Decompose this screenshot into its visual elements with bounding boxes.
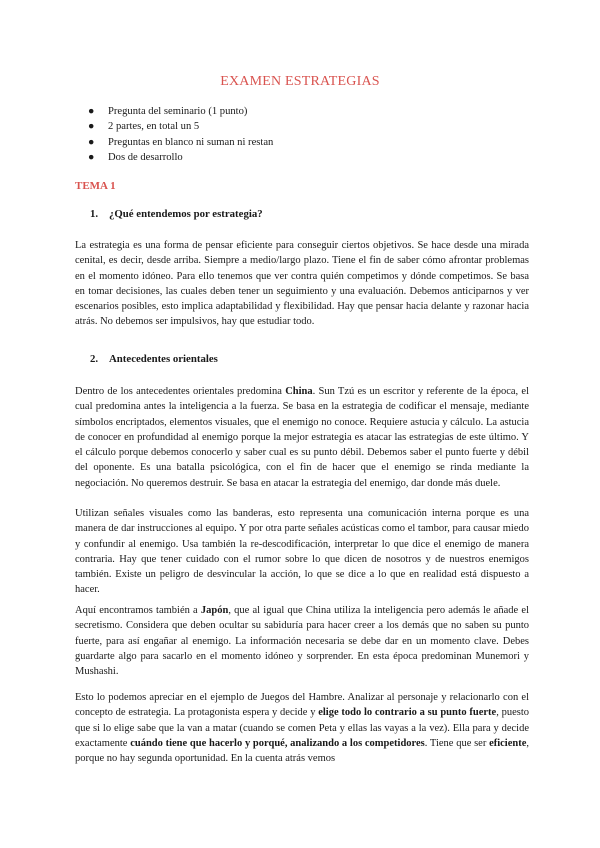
list-item: ● Dos de desarrollo [88, 150, 273, 165]
paragraph: Aquí encontramos también a Japón, que al igual que China utiliza la inteligencia pero además le añade el secretismo. Considera que deben ocultar su sabiduría para hacer creer a los demás que no saben su punto fuerte, para así engañar al enemigo. La información necesaria se debe dar en un momento clave. Debes guardarte algo para sacarlo en el momento idóneo y sorprender. En esta época predominan Munemori y Mushashi. [75, 605, 529, 678]
bullet-icon: ● [88, 136, 95, 148]
bullet-icon: ● [88, 121, 95, 133]
paragraph: La estrategia es una forma de pensar eficiente para conseguir ciertos objetivos. Se hace desde una mirada cenital, es decir, desde arriba. Siempre a medio/largo plazo. Tiene el fin de saber cómo afrontar problemas en el momento idóneo. Para ello tenemos que ver contra quién competimos y dónde competimos. Se basa en tomar decisiones, las cuales deben tener un seguimiento y una evaluación. Debemos anticiparnos y ver escenarios posibles, esto implica adaptabilidad y flexibilidad. Hay que pensar hacia delante y razonar hacia atrás. No debemos ser impulsivos, hay que estudiar todo. [75, 240, 529, 328]
paragraph: Esto lo podemos apreciar en el ejemplo de Juegos del Hambre. Analizar al personaje y relacionarlo con el concepto de estrategia. La protagonista espera y decide y elige todo lo contrario a su punto fuerte, puesto que si lo elige sabe que la van a matar (cuando se comen Peta y ellas las vayas a la vez). Ella para y decide exactamente cuándo tiene que hacerlo y porqué, analizando a los competidores. Tiene que ser eficiente, porque no hay segunda oportunidad. En la cuenta atrás vemos [75, 692, 529, 765]
emphasis: elige todo lo contrario a su punto fuerte [318, 707, 497, 719]
section-title: ¿Qué entendemos por estrategia? [109, 208, 263, 220]
list-item: ● Pregunta del seminario (1 punto) [88, 104, 273, 119]
tema-heading: TEMA 1 [75, 180, 116, 192]
bullet-icon: ● [88, 152, 95, 164]
section-title: Antecedentes orientales [109, 353, 218, 365]
paragraph: Dentro de los antecedentes orientales predomina China. Sun Tzú es un escritor y referente de la época, el cual predomina antes la inteligencia a la fuerza. Se basa en la estrategia de codificar el mensaje, mediante símbolos encriptados, elementos visuales, que el enemigo no conoce. Requiere astucia y cálculo. La astucia de conocer en profundidad al enemigo porque la mejor estrategia es atacar las estrategias de este último. Y el cálculo porque debemos conocerlo y saber cual es su punto débil. Debemos saber el punto fuerte y débil del oponente. Es una batalla psicológica, con el fin de hacer que el enemigo se rinda mediante la negociación. No queremos destruir. Se basa en atacar la estrategia del enemigo, dar donde más duele. [75, 386, 529, 489]
paragraph: Utilizan señales visuales como las banderas, esto representa una comunicación interna porque es una manera de dar instrucciones al equipo. Y por otra parte señales acústicas como el tambor, para causar miedo y confundir al enemigo. Usa también la re-descodificación, interpretar lo que dice el enemigo de manera contraria. Hay que tener cuidado con el rumor sobre lo que dicen de nosotros y de nuestros enemigos también. Existe un peligro de desvincular la acción, lo que se dice a lo que en realidad está dispuesto a hacer. [75, 508, 529, 596]
emphasis: cuándo tiene que hacerlo y porqué, analizando a los competidores [130, 737, 425, 749]
section-number: 1. [90, 208, 99, 220]
list-item: ● 2 partes, en total un 5 [88, 119, 273, 134]
exam-info-list [88, 104, 273, 166]
emphasis: Japón [200, 605, 229, 616]
section-heading [90, 208, 263, 220]
document-title: EXAMEN ESTRATEGIAS [220, 74, 380, 89]
bullet-icon: ● [88, 106, 95, 117]
section-heading [90, 353, 218, 365]
emphasis: China [285, 386, 313, 397]
section-number: 2. [90, 353, 99, 365]
list-item: ● Preguntas en blanco ni suman ni restan [88, 135, 273, 150]
emphasis: eficiente [489, 737, 527, 749]
